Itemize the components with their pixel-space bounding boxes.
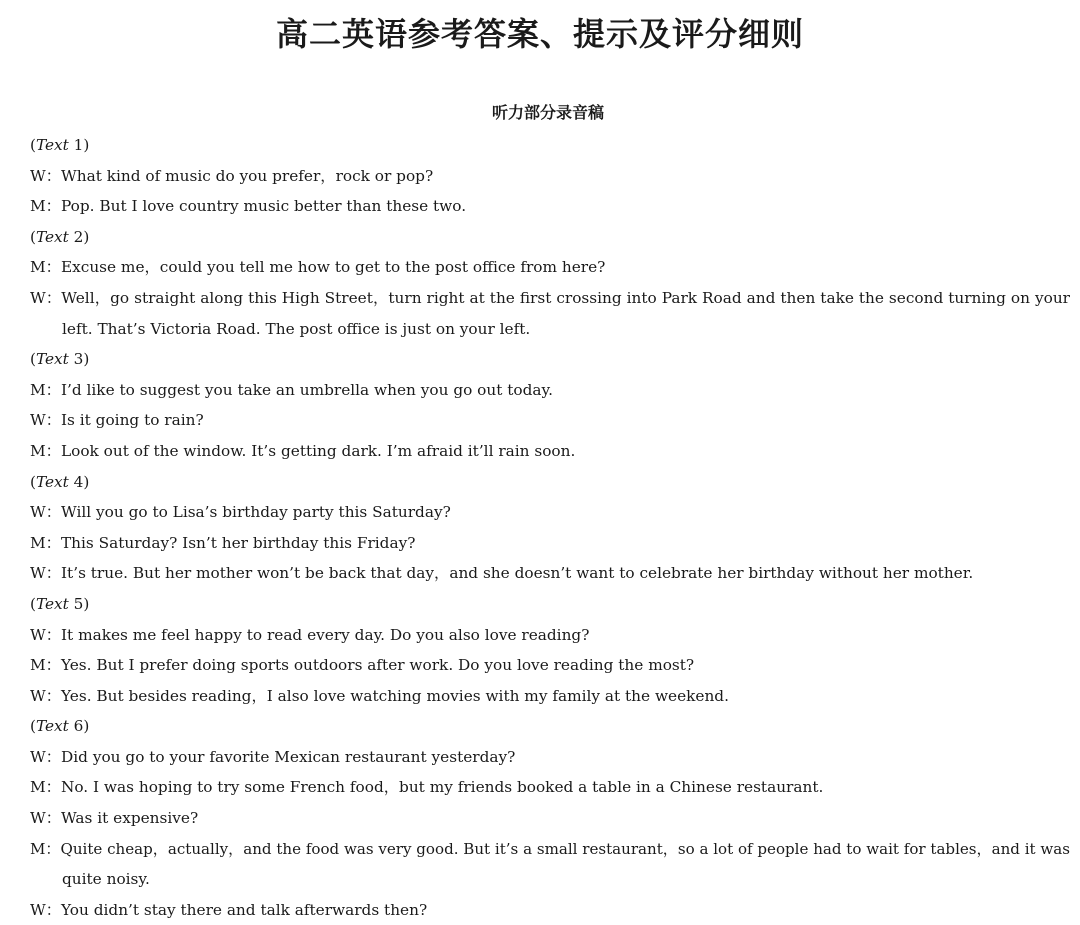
label-word: Text <box>35 717 69 736</box>
label-paren: ( <box>30 350 36 369</box>
label-number: 6) <box>68 717 90 736</box>
label-word: Text <box>35 472 69 491</box>
label-word: Text <box>35 350 69 369</box>
label-number: 3) <box>68 350 90 369</box>
document-title: 高二英语参考答案、提示及评分细则 <box>275 15 804 53</box>
text-section-label <box>30 130 1070 161</box>
label-number: 2) <box>68 227 90 246</box>
label-paren: ( <box>30 717 36 736</box>
dialogue-line: W：You didn’t stay there and talk afterwards then? <box>30 900 428 919</box>
dialogue-line: M：This Saturday? Isn’t her birthday this Friday? <box>30 533 416 552</box>
label-paren: ( <box>30 227 36 246</box>
text-section-label <box>30 222 1070 253</box>
dialogue-line: M：Pop. But I love country music better than these two. <box>30 197 467 216</box>
dialogue-line: M：Yes. But I prefer doing sports outdoors after work. Do you love reading the most? <box>30 656 695 675</box>
dialogue-line: M：Quite cheap，actually，and the food was very good. But it’s a small restaurant，so a lot of people had to wait for tables，and it was <box>30 839 1070 858</box>
section-title: 听力部分录音稿 <box>491 103 604 122</box>
label-number: 4) <box>68 472 90 491</box>
dialogue-line: W：Will you go to Lisa’s birthday party this Saturday? <box>30 503 451 522</box>
text-section-label <box>30 589 1070 620</box>
label-number: 5) <box>68 594 90 613</box>
dialogue-line: W：What kind of music do you prefer，rock or pop? <box>30 166 434 185</box>
dialogue-line: M：I’d like to suggest you take an umbrella when you go out today. <box>30 380 553 399</box>
dialogue-line: M：No. I was hoping to try some French food，but my friends booked a table in a Chinese restaurant. <box>30 778 824 797</box>
dialogue-line-continuation: left. That’s Victoria Road. The post office is just on your left. <box>62 319 531 338</box>
label-word: Text <box>35 594 69 613</box>
text-section-label <box>30 467 1070 498</box>
dialogue-line: M：Look out of the window. It’s getting dark. I’m afraid it’ll rain soon. <box>30 441 576 460</box>
transcript <box>30 130 1070 925</box>
label-word: Text <box>35 136 69 154</box>
label-word: Text <box>35 227 69 246</box>
label-paren: ( <box>30 472 36 491</box>
text-section-label <box>30 344 1070 375</box>
dialogue-line: M：Excuse me，could you tell me how to get to the post office from here? <box>30 258 606 277</box>
dialogue-line: W：Was it expensive? <box>30 809 199 828</box>
text-section-label <box>30 711 1070 742</box>
dialogue-line-continuation: quite noisy. <box>62 870 150 889</box>
dialogue-line: W：It’s true. But her mother won’t be back that day，and she doesn’t want to celebrate her birthday without her mother. <box>30 564 974 583</box>
dialogue-line: W：Is it going to rain? <box>30 411 204 430</box>
dialogue-line: W：Yes. But besides reading，I also love watching movies with my family at the weekend. <box>30 686 729 705</box>
label-paren: ( <box>30 136 36 154</box>
label-paren: ( <box>30 594 36 613</box>
dialogue-line: W：It makes me feel happy to read every day. Do you also love reading? <box>30 625 590 644</box>
dialogue-line: W：Well，go straight along this High Street，turn right at the first crossing into Park Road and then take the second turning on your <box>30 288 1070 307</box>
label-number: 1) <box>68 136 90 154</box>
dialogue-line: W：Did you go to your favorite Mexican restaurant yesterday? <box>30 747 516 766</box>
